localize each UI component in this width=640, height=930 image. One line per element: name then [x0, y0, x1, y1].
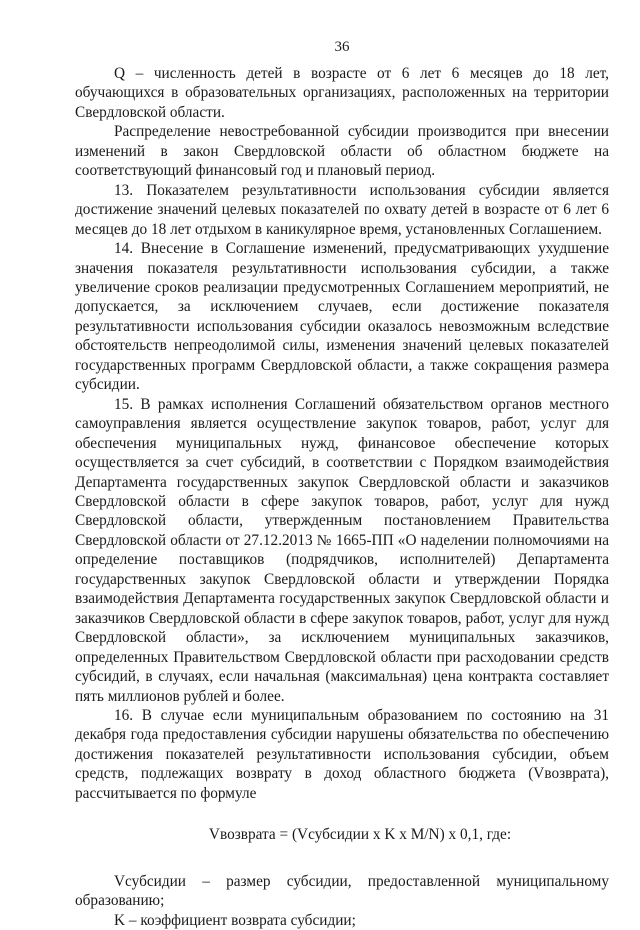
paragraph-q-definition: Q – численность детей в возрасте от 6 лет 6 месяцев до 18 лет, обучающихся в образовательных организациях, расположенных на территории Свердловской области.	[75, 65, 609, 121]
page-number: 36	[334, 39, 350, 55]
paragraph-13: 13. Показателем результативности использования субсидии является достижение значений целевых показателей по охвату детей в возрасте от 6 лет 6 месяцев до 18 лет отдыхом в каникулярное время, установленных Соглашением.	[75, 181, 609, 238]
paragraph-vsubsidy-definition: Vсубсидии – размер субсидии, предоставленной муниципальному образованию;	[75, 872, 609, 910]
paragraph-16: 16. В случае если муниципальным образованием по состоянию на 31 декабря года предоставления субсидии нарушены обязательства по обеспечению достижения показателей результативности использования субсидии, объем средств, подлежащих возврату в доход областного бюджета (Vвозврата), рассчитывается по формуле	[75, 706, 609, 802]
paragraph-k-definition: K – коэффициент возврата субсидии;	[114, 911, 356, 929]
paragraph-unclaimed-subsidy: Распределение невостребованной субсидии производится при внесении изменений в закон Свердловской области об областном бюджете на соответствующий финансовый год и плановый период.	[75, 123, 609, 180]
paragraph-15: 15. В рамках исполнения Соглашений обязательством органов местного самоуправления является осуществление закупок товаров, работ, услуг для обеспечения муниципальных нужд, финансовое обеспечение которых осуществляется за счет субсидий, в соответствии с Порядком взаимодействия Департамента государственных закупок Свердловской области и заказчиков Свердловской области в сфере закупок товаров, работ, услуг для нужд Свердловской области, утвержденным постановлением Правительства Свердловской области от 27.12.2013 № 1665-ПП «О наделении полномочиями на определение поставщиков (подрядчиков, исполнителей) Департамента государственных закупок Свердловской области и утверждении Порядка взаимодействия Департамента государственных закупок Свердловской области и заказчиков Свердловской области в сфере закупок товаров, работ, услуг для нужд Свердловской области», за исключением муниципальных заказчиков, определенных Правительством Свердловской области при расходовании средств субсидий, в случаях, если начальная (максимальная) цена контракта составляет пять миллионов рублей и более.	[75, 395, 609, 705]
paragraph-14: 14. Внесение в Соглашение изменений, предусматривающих ухудшение значения показателя результативности использования субсидии, а также увеличение сроков реализации предусмотренных Соглашением мероприятий, не допускается, за исключением случаев, если достижение показателя результативности использования субсидии оказалось невозможным вследствие обстоятельств непреодолимой силы, изменения значений целевых показателей государственных программ Свердловской области, а также сокращения размера субсидии.	[75, 240, 609, 394]
document-page	[75, 38, 609, 930]
formula: Vвозврата = (Vсубсидии х K х M/N) х 0,1, где:	[208, 826, 512, 844]
